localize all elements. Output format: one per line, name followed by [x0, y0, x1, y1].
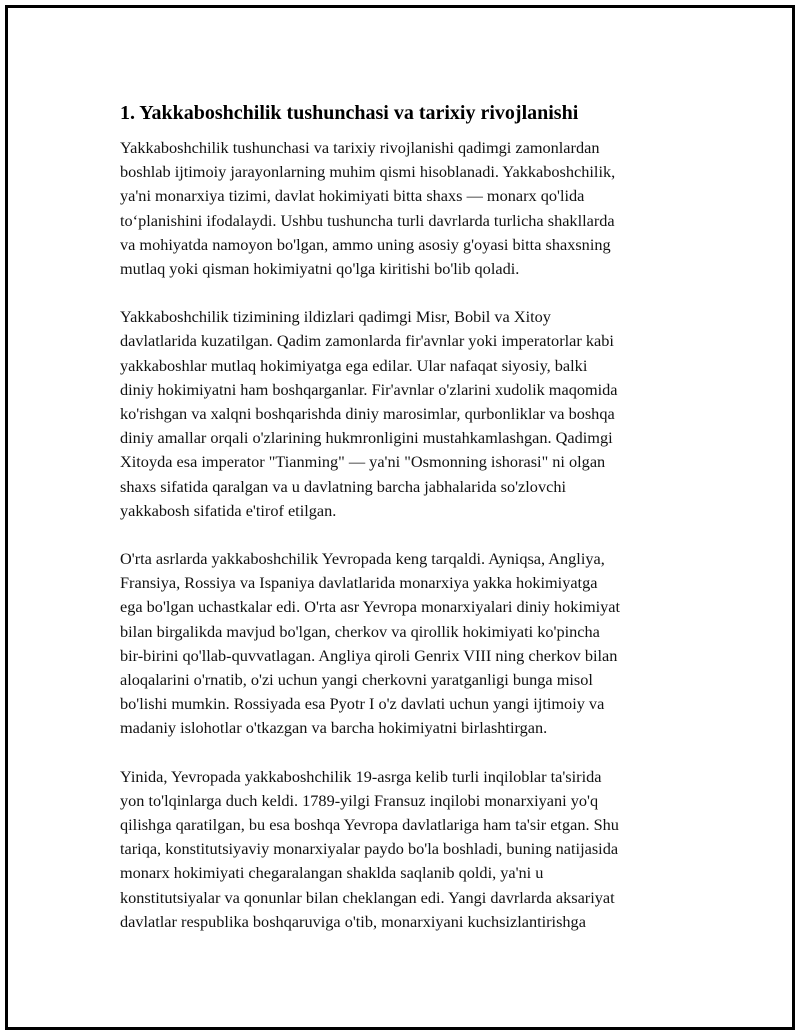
text-line: mutlaq yoki qisman hokimiyatni qo'lga kiritishi bo'lib qoladi.	[120, 259, 520, 279]
text-line: aloqalarini o'rnatib, o'zi uchun yangi cherkovni yaratganligi bunga misol	[120, 670, 593, 690]
section-heading: 1. Yakkaboshchilik tushunchasi va tarixiy rivojlanishi	[120, 102, 579, 124]
text-line: boshlab ijtimoiy jarayonlarning muhim qismi hisoblanadi. Yakkaboshchilik,	[120, 162, 616, 182]
text-line: konstitutsiyalar va qonunlar bilan cheklangan edi. Yangi davrlarda aksariyat	[120, 887, 615, 907]
text-line: davlatlar respublika boshqaruviga o'tib, monarxiyani kuchsizlantirishga	[120, 911, 586, 931]
text-line: Yakkaboshchilik tushunchasi va tarixiy rivojlanishi qadimgi zamonlardan	[120, 138, 600, 157]
document-page	[5, 5, 795, 1030]
text-line: bir-birini qo'llab-quvvatlagan. Angliya qiroli Genrix VIII ning cherkov bilan	[120, 645, 618, 665]
text-line: Fransiya, Rossiya va Ispaniya davlatlarida monarxiya yakka hokimiyatga	[120, 573, 598, 593]
text-line: to‘planishini ifodalaydi. Ushbu tushuncha turli davrlarda turlicha shakllarda	[120, 210, 615, 230]
text-line: yon to'lqinlarga duch keldi. 1789-yilgi Fransuz inqilobi monarxiyani yo'q	[120, 790, 599, 810]
text-line: qilishga qaratilgan, bu esa boshqa Yevropa davlatlariga ham ta'sir etgan. Shu	[120, 815, 619, 835]
text-line: davlatlarida kuzatilgan. Qadim zamonlarda fir'avnlar yoki imperatorlar kabi	[120, 331, 614, 351]
text-line: yakkabosh sifatida e'tirof etilgan.	[120, 500, 337, 520]
text-line: ko'rishgan va xalqni boshqarishda diniy marosimlar, qurbonliklar va boshqa	[120, 404, 615, 424]
text-line: ya'ni monarxiya tizimi, davlat hokimiyati bitta shaxs — monarx qo'lida	[120, 186, 585, 206]
text-line: ega bo'lgan uchastkalar edi. O'rta asr Yevropa monarxiyalari diniy hokimiyat	[120, 597, 621, 617]
text-line: tariqa, konstitutsiyaviy monarxiyalar paydo bo'la boshladi, buning natijasida	[120, 839, 619, 859]
text-line: Yinida, Yevropada yakkaboshchilik 19-asrga kelib turli inqiloblar ta'sirida	[120, 766, 602, 786]
paragraph-2	[120, 305, 685, 523]
text-line: diniy amallar orqali o'zlarining hukmronligini mustahkamlashgan. Qadimgi	[120, 428, 613, 448]
text-line: Xitoyda esa imperator "Tianming" — ya'ni "Osmonning ishorasi" ni olgan	[120, 452, 606, 472]
paragraph-1	[120, 136, 685, 281]
text-line: va mohiyatda namoyon bo'lgan, ammo uning asosiy g'oyasi bitta shaxsning	[120, 234, 611, 254]
text-line: yakkaboshlar mutlaq hokimiyatga ega edilar. Ular nafaqat siyosiy, balki	[120, 355, 588, 375]
text-line: shaxs sifatida qaralgan va u davlatning barcha jabhalarida so'zlovchi	[120, 476, 566, 496]
text-line: Yakkaboshchilik tizimining ildizlari qadimgi Misr, Bobil va Xitoy	[120, 307, 551, 327]
paragraph-4	[120, 765, 685, 934]
document-body	[120, 100, 685, 958]
paragraph-3	[120, 547, 685, 741]
text-line: bilan birgalikda mavjud bo'lgan, cherkov va qirollik hokimiyati ko'pincha	[120, 621, 600, 641]
text-line: monarx hokimiyati chegaralangan shaklda saqlanib qoldi, ya'ni u	[120, 863, 544, 883]
text-line: bo'lishi mumkin. Rossiyada esa Pyotr I o'z davlati uchun yangi ijtimoiy va	[120, 694, 605, 714]
text-line: madaniy islohotlar o'tkazgan va barcha hokimiyatni birlashtirgan.	[120, 718, 548, 738]
text-line: O'rta asrlarda yakkaboshchilik Yevropada keng tarqaldi. Ayniqsa, Angliya,	[120, 549, 605, 569]
text-line: diniy hokimiyatni ham boshqarganlar. Fir'avnlar o'zlarini xudolik maqomida	[120, 379, 618, 399]
